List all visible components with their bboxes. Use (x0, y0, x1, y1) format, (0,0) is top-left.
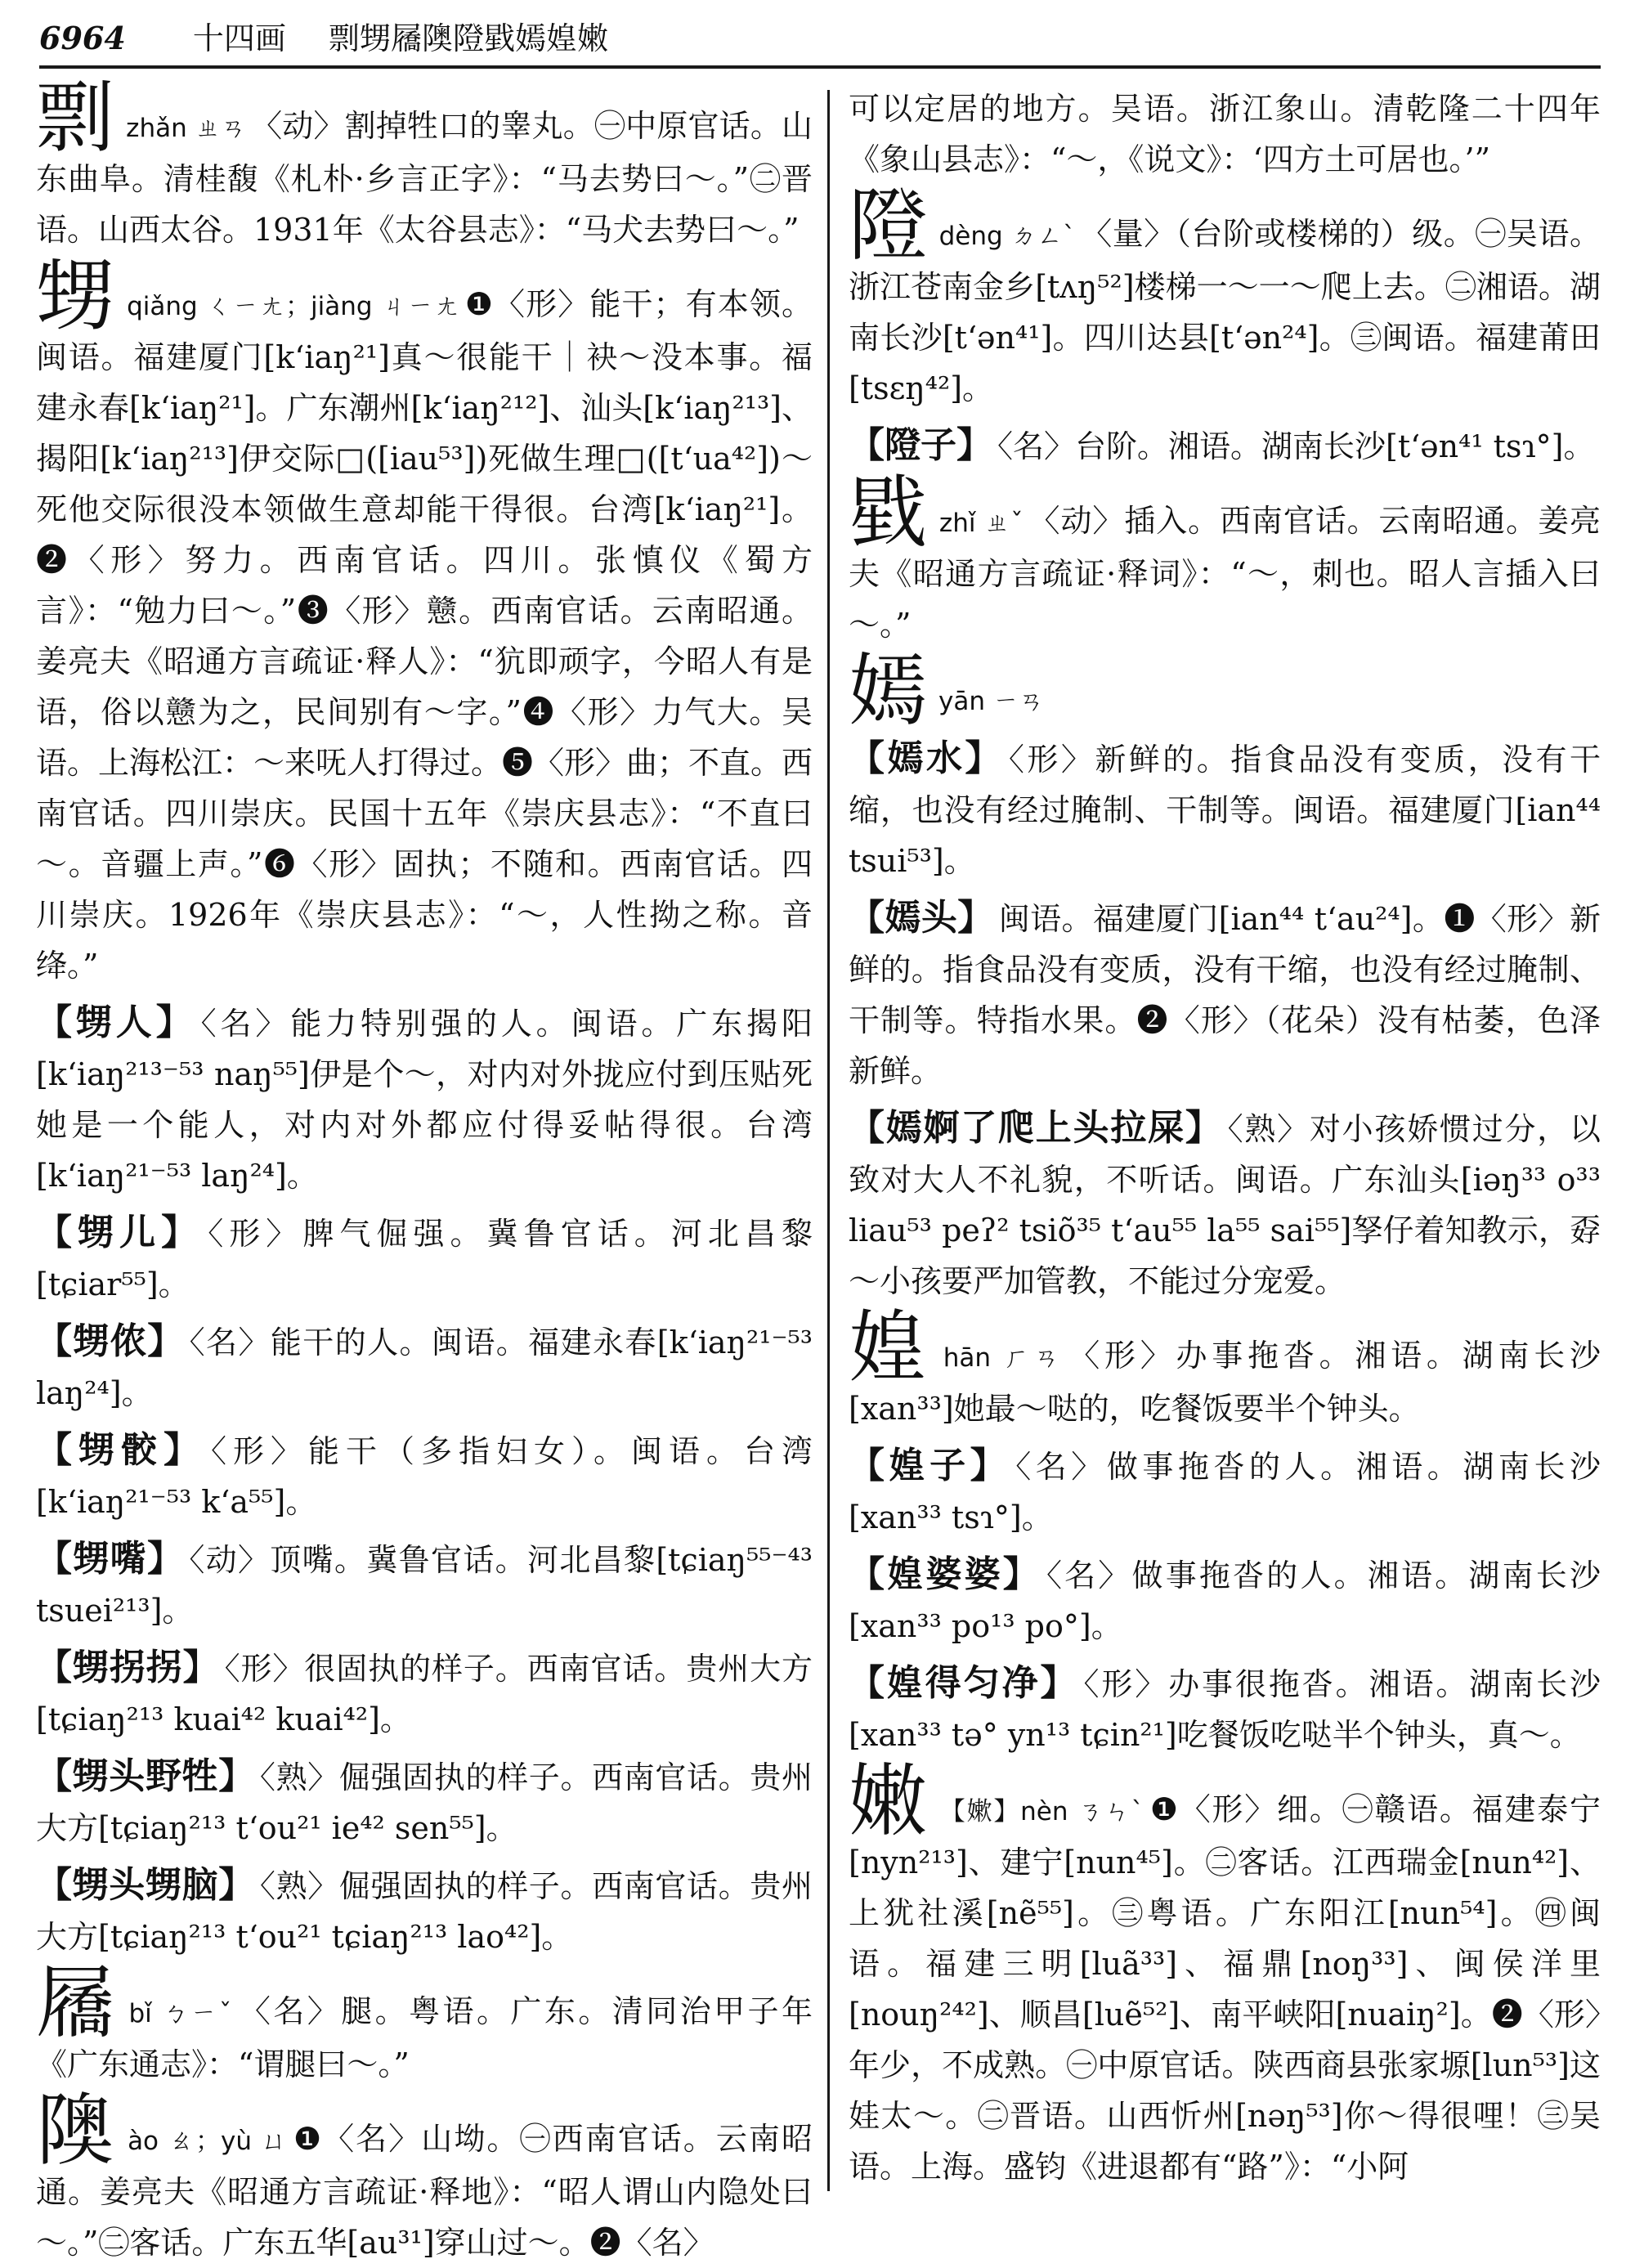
entry-definition: 〈熟〉对小孩娇惯过分，以致对大人不礼貌，不听话。闽语。广东汕头[iəŋ³³ o³³ liau⁵³ peʔ² tsiõ³⁵ t‘au⁵⁵ la⁵⁵ sai⁵⁵]孥仔着知教示，孬～小孩要严加管教，不能过分宠爱。 (849, 1111, 1601, 1299)
entry-definition: 〈名〉能力特别强的人。闽语。广东揭阳[k‘iaŋ²¹³⁻⁵³ naŋ⁵⁵]伊是个～，对内对外拢应付到压贴死她是一个能人，对内对外都应付得妥帖得很。台湾[k‘iaŋ²¹⁻⁵³ laŋ²⁴]。 (36, 1006, 813, 1194)
sub-entry (849, 1549, 1601, 1652)
entry-definition: 〈形〉办事拖沓。湘语。湖南长沙[xan³³]她最～哒的，吃餐饭要半个钟头。 (849, 1338, 1601, 1427)
stroke-count: 十四画 (192, 20, 286, 56)
entry-definition: 〈形〉能干（多指妇女）。闽语。台湾[k‘iaŋ²¹⁻⁵³ k‘a⁵⁵]。 (36, 1433, 813, 1520)
sub-entry-headword: 【甥头甥脑】 (36, 1864, 255, 1906)
entry-definition: 〈名〉台阶。湘语。湖南长沙[t‘ən⁴¹ tsɿ°]。 (997, 428, 1595, 464)
sub-entry-headword: 【媓得匀净】 (849, 1662, 1079, 1704)
pronunciation: hān ㄏㄢ (943, 1343, 1064, 1373)
entry-definition: 〈名〉腿。粤语。广东。清同治甲子年《广东通志》：“谓腿曰～。” (36, 1993, 813, 2082)
right-column (849, 78, 1601, 2196)
head-entry (849, 1755, 1601, 2192)
entry-definition: 闽语。福建厦门[ian⁴⁴ t‘au²⁴]。❶〈形〉新鲜的。指食品没有变质，没有干缩，也没有经过腌制、干制等。特指水果。❷〈形〉（花朵）没有枯萎，色泽新鲜。 (849, 901, 1601, 1089)
entry-definition: ❶〈形〉能干；有本领。闽语。福建厦门[k‘iaŋ²¹]真～很能干｜袂～没本事。福建永春[k‘iaŋ²¹]。广东潮州[k‘iaŋ²¹²]、汕头[k‘iaŋ²¹³]、揭阳[k‘iaŋ²¹³]伊交际□([iau⁵³])死做生理□([t‘ua⁴²])～死他交际很没本领做生意却能干得很。台湾[k‘iaŋ²¹]。❷〈形〉努力。西南官话。四川。张慎仪《蜀方言》：“勉力曰～。”❸〈形〉戆。西南官话。云南昭通。姜亮夫《昭通方言疏证·释人》：“犺即顽字，今昭人有是语，俗以戆为之，民间别有～字。”❹〈形〉力气大。吴语。上海松江：～来呒人打得过。❺〈形〉曲；不直。西南官话。四川崇庆。民国十五年《崇庆县志》：“不直曰～。音疆上声。”❻〈形〉固执；不随和。西南官话。四川崇庆。1926年《崇庆县志》：“～，人性拗之称。音绛。” (36, 286, 813, 984)
sub-entry (849, 1103, 1601, 1307)
head-entry (36, 250, 813, 991)
sub-entry (36, 1316, 813, 1419)
sub-entry (36, 997, 813, 1201)
sub-entry (849, 1658, 1601, 1760)
sub-entry-headword: 【甥人】 (36, 1002, 196, 1043)
sub-entry (36, 1425, 813, 1527)
left-column (36, 72, 813, 2261)
sub-entry-headword: 【嫣头】 (849, 897, 994, 939)
entry-definition: 〈熟〉倔强固执的样子。西南官话。贵州大方[tɕiaŋ²¹³ t‘ou²¹ ie⁴² sen⁵⁵]。 (36, 1759, 813, 1846)
sub-entry (36, 1860, 813, 1962)
continued-text (849, 83, 1601, 185)
header-characters: 剽甥屩隩隥戥嫣媓嫩 (328, 20, 608, 56)
head-entry (36, 1957, 813, 2090)
sub-entry (849, 420, 1601, 472)
page-header (39, 15, 1601, 62)
entry-definition: 可以定居的地方。吴语。浙江象山。清乾隆二十四年《象山县志》：“～，《说文》：‘四方土可居也。’” (849, 91, 1601, 177)
head-character: 隥 (849, 180, 928, 271)
sub-entry (849, 733, 1601, 886)
entry-definition: 〈名〉能干的人。闽语。福建永春[k‘iaŋ²¹⁻⁵³ laŋ²⁴]。 (36, 1324, 813, 1411)
head-entry (849, 467, 1601, 650)
sub-entry-headword: 【嫣水】 (849, 737, 1004, 779)
entry-definition: ❶〈名〉山坳。㊀西南官话。云南昭通。姜亮夫《昭通方言疏证·释地》：“昭人谓山内隐处曰～。”㊁客话。广东五华[au³¹]穿山过～。❷〈名〉 (36, 2121, 813, 2261)
entry-definition: 〈动〉顶嘴。冀鲁官话。河北昌黎[tɕiaŋ⁵⁵⁻⁴³ tsuei²¹³]。 (36, 1542, 813, 1629)
sub-entry (849, 893, 1601, 1096)
column-divider (827, 90, 830, 2191)
sub-entry (36, 1208, 813, 1310)
pronunciation: zhǐ ㄓˇ (938, 509, 1024, 538)
head-character: 嫩 (849, 1755, 929, 1847)
pronunciation: zhǎn ㄓㄢ (126, 114, 247, 143)
head-character: 剽 (36, 72, 115, 164)
sub-entry-headword: 【隥子】 (849, 424, 992, 466)
pronunciation: yān ㄧㄢ (938, 687, 1044, 716)
pronunciation: 【嫰】nèn ㄋㄣˋ (939, 1797, 1145, 1827)
sub-entry-headword: 【甥嘴】 (36, 1538, 185, 1580)
entry-definition: ❶〈形〉细。㊀赣语。福建泰宁[nyn²¹³]、建宁[nun⁴⁵]。㊁客话。江西瑞金[nun⁴²]、上犹社溪[nẽ⁵⁵]。㊂粤语。广东阳江[nun⁵⁴]。㊃闽语。福建三明[luã³³]、福鼎[noŋ³³]、闽侯洋里[nouŋ²⁴²]、顺昌[luẽ⁵²]、南平峡阳[nuaiŋ²]。❷〈形〉年少，不成熟。㊀中原官话。陕西商县张家塬[lun⁵³]这娃太～。㊁晋语。山西忻州[nəŋ⁵³]你～得很哩！㊂吴语。上海。盛钧《进退都有“路”》：“小阿 (849, 1791, 1601, 2185)
head-character: 嫣 (849, 645, 927, 737)
entry-definition: 〈动〉插入。西南官话。云南昭通。姜亮夫《昭通方言疏证·释词》：“～，刺也。昭人言插入曰～。” (849, 503, 1601, 643)
entry-definition: 〈形〉办事很拖沓。湘语。湖南长沙[xan³³ tə° yn¹³ tɕin²¹]吃餐饭吃哒半个钟头，真～。 (849, 1666, 1601, 1753)
pronunciation: dèng ㄉㄥˋ (938, 222, 1077, 251)
entry-definition: 〈形〉很固执的样子。西南官话。贵州大方[tɕiaŋ²¹³ kuai⁴² kuai⁴²]。 (36, 1651, 813, 1737)
header-rule (39, 65, 1601, 69)
entry-definition: 〈量〉（台阶或楼梯的）级。㊀吴语。浙江苍南金乡[tʌŋ⁵²]楼梯一～一～爬上去。㊁湘语。湖南长沙[t‘ən⁴¹]。四川达县[t‘ən²⁴]。㊂闽语。福建莆田[tsɛŋ⁴²]。 (849, 216, 1601, 406)
entry-definition: 〈名〉做事拖沓的人。湘语。湖南长沙[xan³³ po¹³ po°]。 (849, 1558, 1601, 1644)
sub-entry (36, 1534, 813, 1636)
page-number: 6964 (39, 20, 126, 56)
head-character: 媓 (849, 1302, 932, 1393)
sub-entry (36, 1643, 813, 1745)
sub-entry-headword: 【甥骹】 (36, 1429, 206, 1471)
head-entry (36, 2085, 813, 2268)
sub-entry-headword: 【甥儿】 (36, 1212, 204, 1253)
sub-entry-headword: 【甥头野牲】 (36, 1755, 255, 1797)
entry-definition: 〈动〉割掉牲口的睾丸。㊀中原官话。山东曲阜。清桂馥《札朴·乡言正字》：“马去势曰～。”㊁晋语。山西太谷。1931年《太谷县志》：“马犬去势曰～。” (36, 108, 813, 248)
sub-entry-headword: 【媓子】 (849, 1445, 1011, 1486)
entry-definition: 〈熟〉倔强固执的样子。西南官话。贵州大方[tɕiaŋ²¹³ t‘ou²¹ tɕiaŋ²¹³ lao⁴²]。 (36, 1868, 813, 1955)
sub-entry-headword: 【媓婆婆】 (849, 1553, 1041, 1595)
sub-entry-headword: 【甥拐拐】 (36, 1647, 220, 1688)
head-character: 戥 (849, 467, 928, 558)
head-entry (849, 645, 1601, 737)
sub-entry (849, 1441, 1601, 1543)
head-character: 甥 (36, 250, 116, 342)
pronunciation: ào ㄠ；yù ㄩ (128, 2127, 289, 2156)
sub-entry-headword: 【甥侬】 (36, 1320, 185, 1362)
head-entry (849, 1302, 1601, 1434)
head-character: 屩 (36, 1957, 118, 2049)
entry-definition: 〈名〉做事拖沓的人。湘语。湖南长沙[xan³³ tsɿ°]。 (849, 1449, 1601, 1535)
entry-definition: 〈形〉新鲜的。指食品没有变质，没有干缩，也没有经过腌制、干制等。闽语。福建厦门[ian⁴⁴ tsui⁵³]。 (849, 742, 1601, 879)
head-entry (36, 72, 813, 255)
pronunciation: bǐ ㄅㄧˇ (128, 1999, 235, 2028)
head-character: 隩 (36, 2085, 117, 2176)
sub-entry (36, 1751, 813, 1853)
sub-entry-headword: 【嫣婀了爬上头拉屎】 (849, 1107, 1223, 1149)
head-entry (849, 180, 1601, 414)
pronunciation: qiǎng ㄑㄧㄤ；jiàng ㄐㄧㄤ (127, 292, 460, 321)
entry-definition: 〈形〉脾气倔强。冀鲁官话。河北昌黎[tɕiar⁵⁵]。 (36, 1216, 813, 1302)
